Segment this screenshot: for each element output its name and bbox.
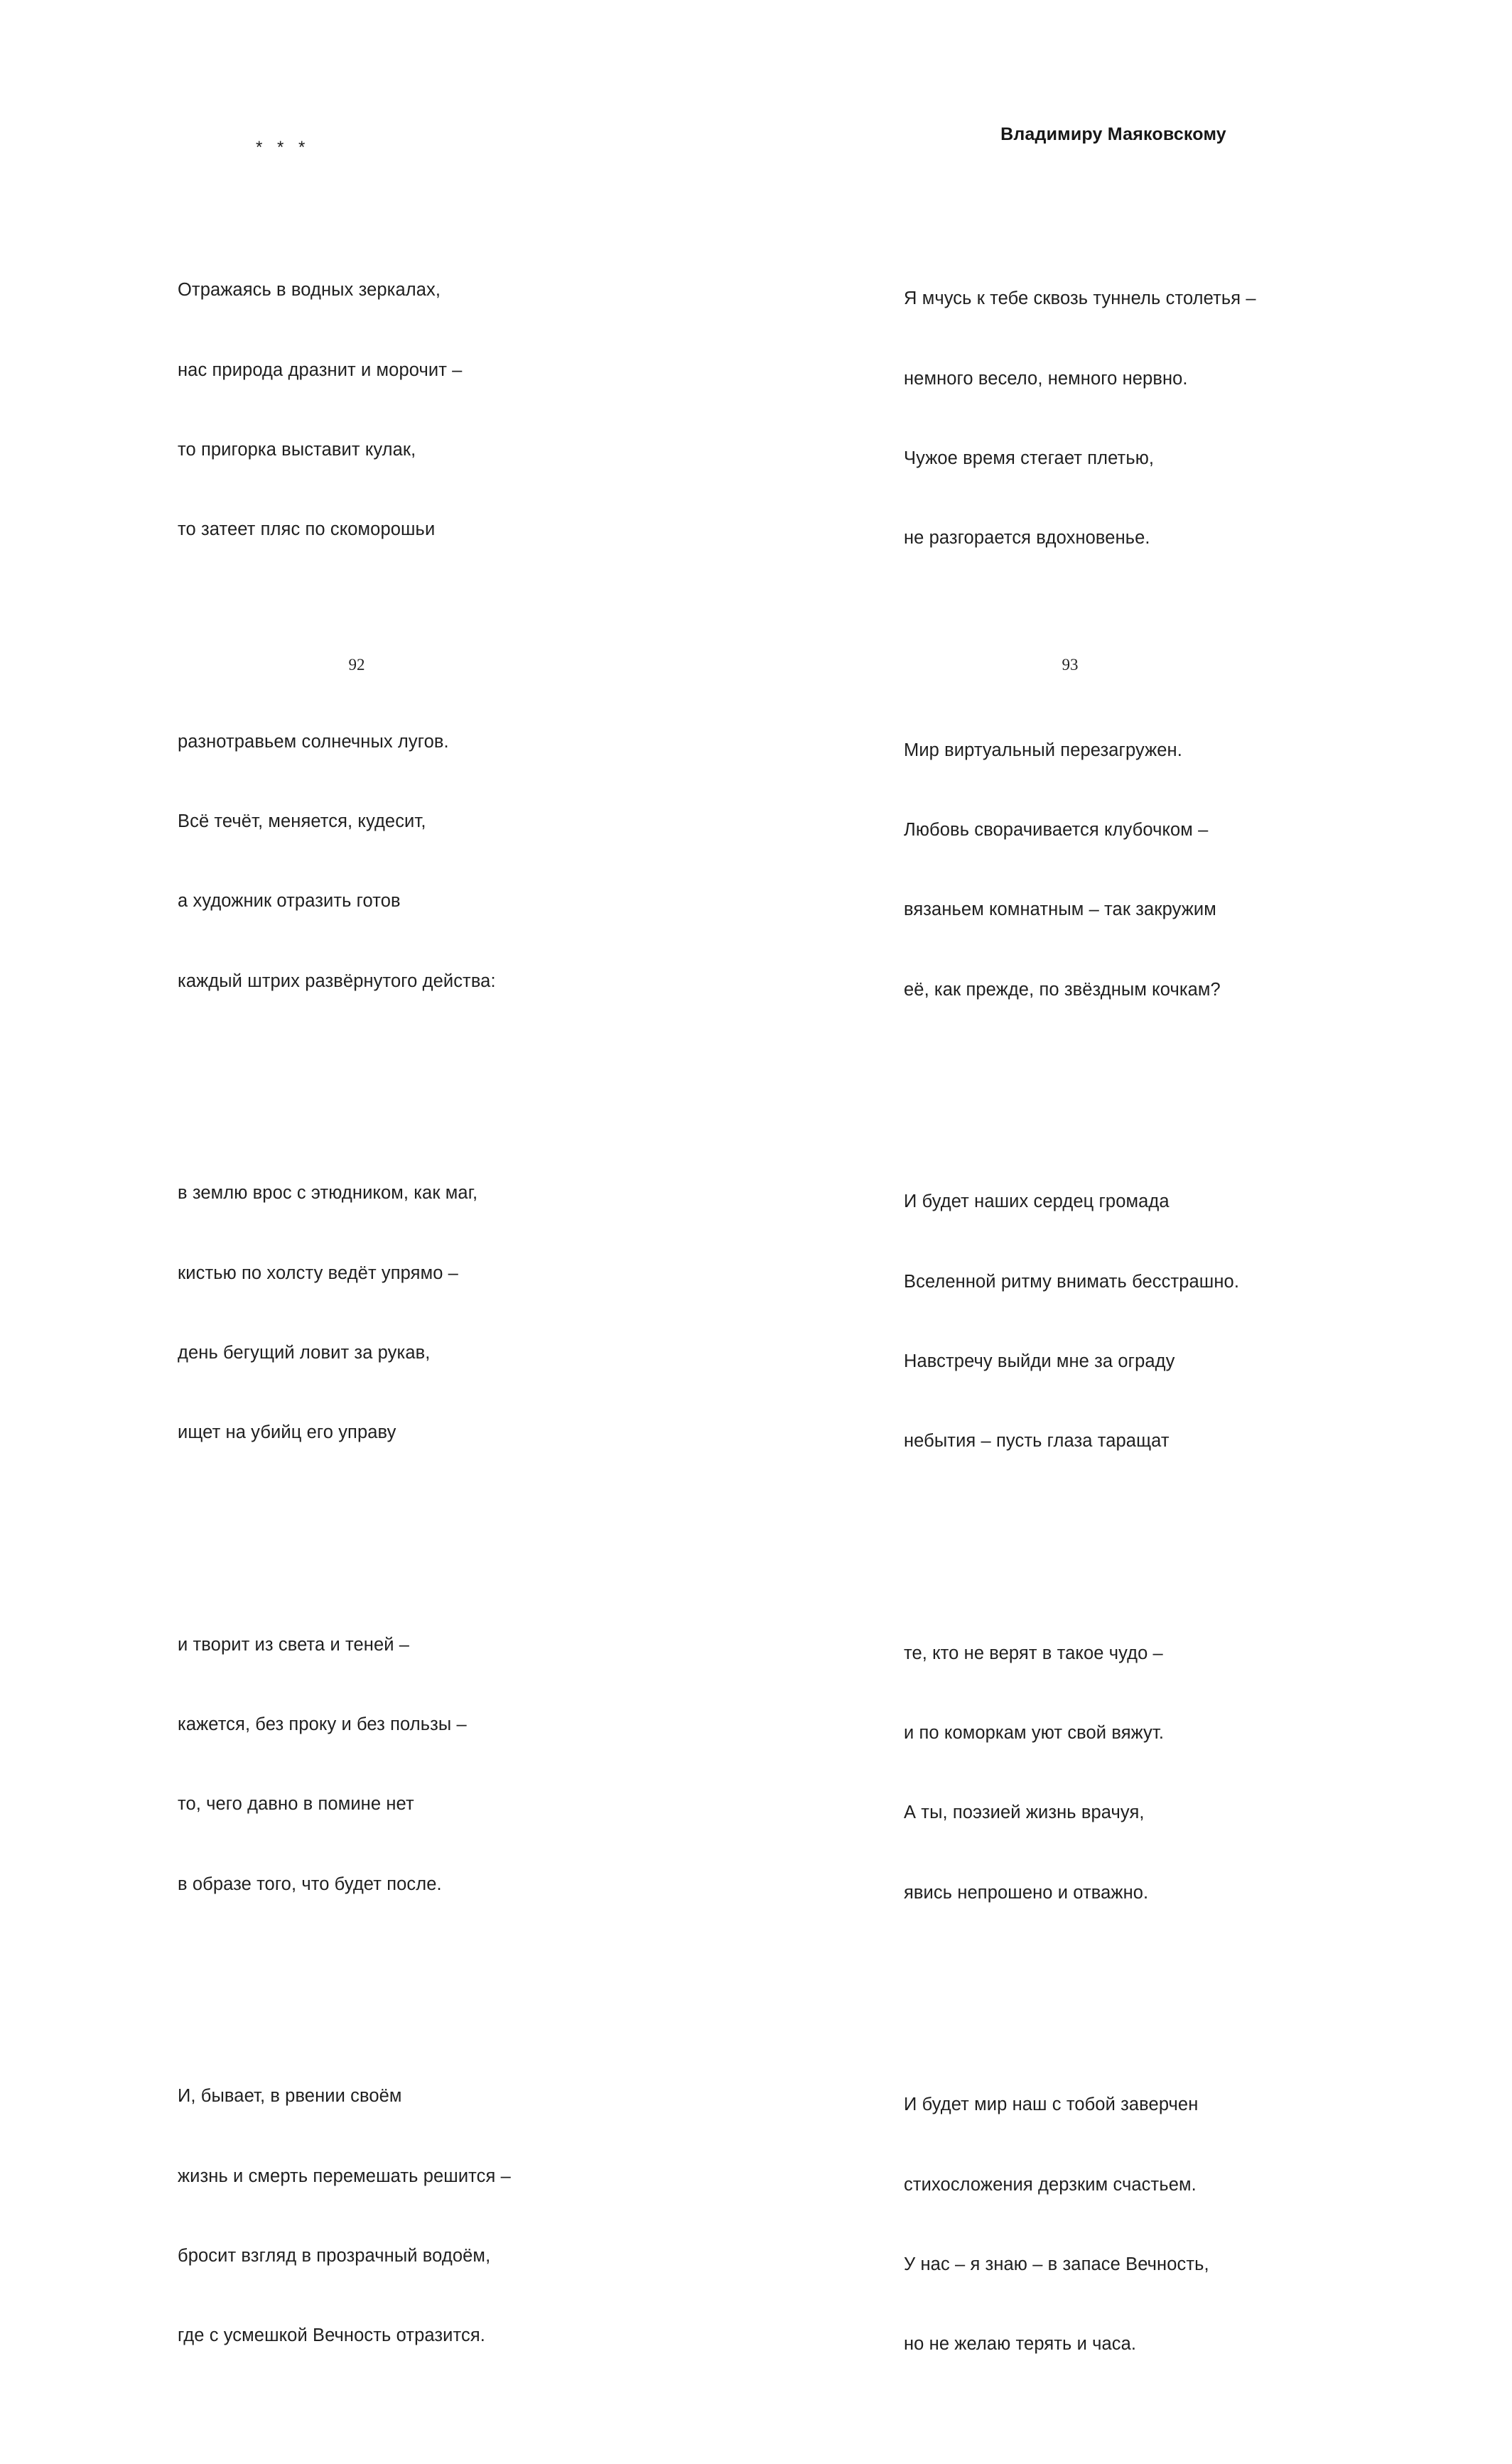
poem-line: и творит из света и теней – [178, 1634, 410, 1655]
poem-line: И, бывает, в рвении своём [178, 2086, 402, 2107]
poem-line: Я мчусь к тебе сквозь туннель столетья – [904, 288, 1256, 309]
poem-line: нас природа дразнит и морочит – [178, 360, 463, 380]
poem-line: немного весело, немного нервно. [904, 368, 1188, 389]
stanza [904, 2039, 1415, 2411]
poem-line: не разгорается вдохновенье. [904, 528, 1150, 549]
poem-line: Мир виртуальный перезагружен. [904, 740, 1182, 760]
stanza [178, 676, 675, 1048]
poem-line: но не желаю терять и часа. [904, 2334, 1137, 2355]
stanza [904, 684, 1415, 1057]
stanza [178, 225, 675, 597]
poem-line: Любовь сворачивается клубочком – [904, 820, 1209, 841]
poem-line: Всё течёт, меняется, кудесит, [178, 811, 426, 832]
poem-line: А ты, поэзией жизнь врачуя, [904, 1803, 1145, 1823]
stanza [178, 2031, 675, 2403]
poem-line: кажется, без проку и без пользы – [178, 1714, 467, 1735]
poem-body-right [904, 69, 1415, 2464]
poem-line: то, чего давно в помине нет [178, 1794, 414, 1815]
poem-line: И будет мир наш с тобой заверчен [904, 2095, 1199, 2115]
poem-line: в образе того, что будет после. [178, 1874, 442, 1894]
poem-title-mark: * * * [256, 137, 310, 157]
poem-line: где с усмешкой Вечность отразится. [178, 2325, 485, 2346]
poem-line: каждый штрих развёрнутого действа: [178, 971, 496, 991]
poem-title: Владимиру Маяковскому [1000, 124, 1226, 144]
poem-line: бросит взгляд в прозрачный водоём, [178, 2245, 491, 2266]
poem-line: У нас – я знаю – в запасе Вечность, [904, 2254, 1209, 2274]
poem-line: Отражаясь в водных зеркалах, [178, 280, 441, 301]
page-right [713, 0, 1427, 2355]
poem-line: кистью по холсту ведёт упрямо – [178, 1263, 458, 1283]
page-left [0, 0, 713, 2346]
poem-line: то затеет пляс по скоморошьи [178, 519, 436, 540]
poem-line: жизнь и смерть перемешать решится – [178, 2166, 511, 2186]
poem-line: её, как прежде, по звёздным кочкам? [904, 979, 1221, 1000]
poem-line: день бегущий ловит за рукав, [178, 1342, 431, 1363]
poem-line: те, кто не верят в такое чудо – [904, 1643, 1163, 1663]
poem-line: ищет на убийц его управу [178, 1422, 396, 1443]
stanza [904, 1587, 1415, 1960]
poem-body-left [178, 84, 675, 2455]
poem-line: стихосложения дерзким счастьем. [904, 2174, 1197, 2195]
poem-line: явись непрошено и отважно. [904, 1882, 1149, 1903]
poem-line: небытия – пусть глаза таращат [904, 1431, 1170, 1452]
page-number-left: 92 [348, 656, 365, 674]
stanza [904, 1136, 1415, 1508]
poem-line: Навстречу выйди мне за ограду [904, 1351, 1175, 1371]
poem-line: разнотравьем солнечных лугов. [178, 731, 449, 752]
stanza [904, 233, 1415, 605]
poem-line: а художник отразить готов [178, 891, 401, 912]
page-number-right: 93 [1062, 656, 1079, 674]
poem-line: в землю врос с этюдником, как маг, [178, 1183, 478, 1204]
stanza [178, 1128, 675, 1500]
poem-line: И будет наших сердец громада [904, 1192, 1170, 1212]
poem-line: и по коморкам уют свой вяжут. [904, 1723, 1165, 1744]
poem-line: Чужое время стегает плетью, [904, 448, 1155, 468]
poem-line: вязаньем комнатным – так закружим [904, 899, 1216, 920]
stanza [178, 1579, 675, 1951]
poem-line: то пригорка выставит кулак, [178, 439, 416, 460]
poem-line: Вселенной ритму внимать бесстрашно. [904, 1271, 1240, 1292]
